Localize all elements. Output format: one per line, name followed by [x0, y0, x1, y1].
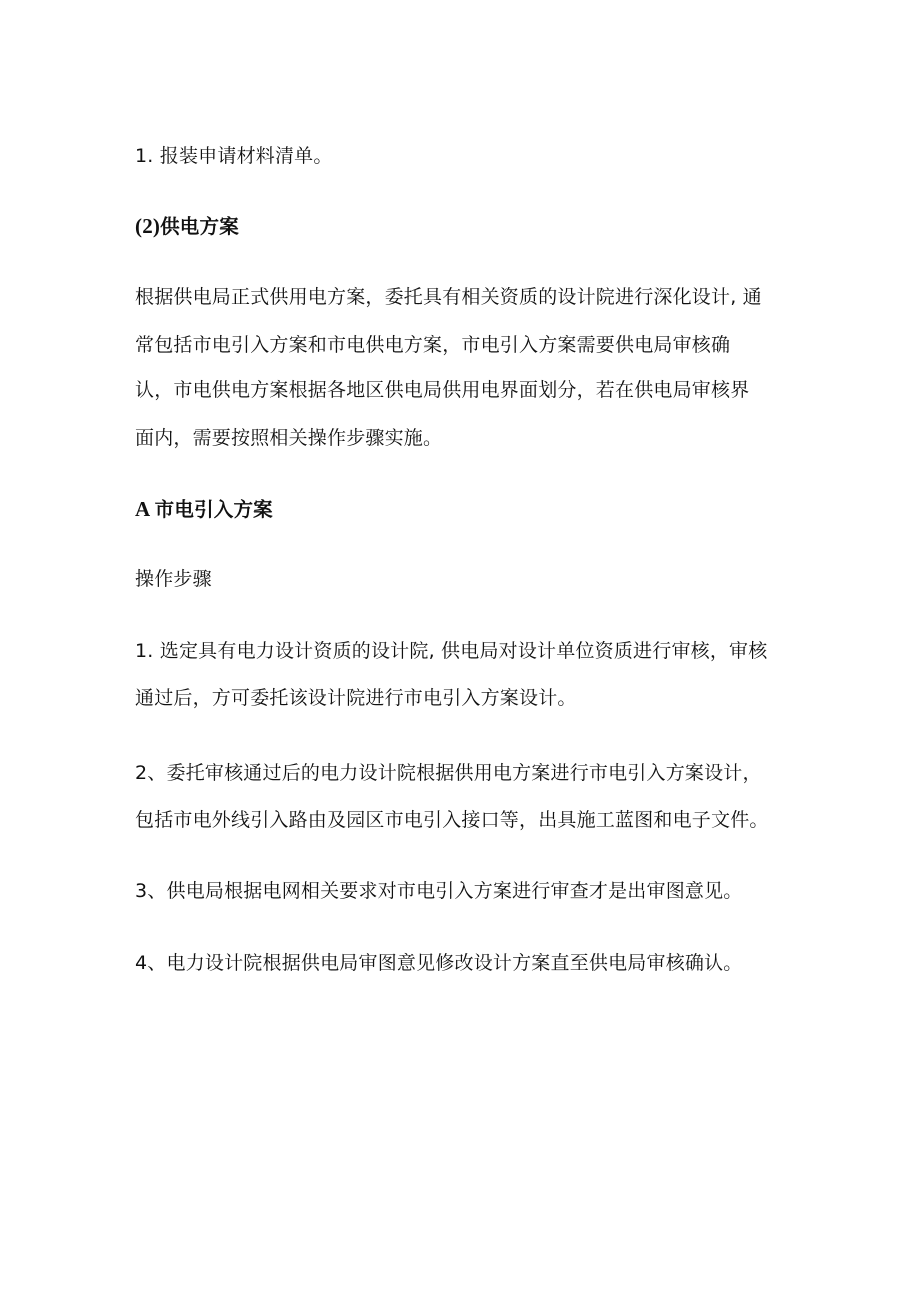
steps-title: 操作步骤 — [135, 568, 212, 590]
section-heading-2-number: (2) — [135, 214, 161, 238]
section-heading-2-title: 供电方案 — [160, 215, 239, 238]
step-4: 4、电力设计院根据供电局审图意见修改设计方案直至供电局审核确认。 — [135, 952, 743, 974]
step-2-line-1: 2、委托审核通过后的电力设计院根据供用电方案进行市电引入方案设计， — [135, 762, 762, 784]
step-3: 3、供电局根据电网相关要求对市电引入方案进行审查才是出审图意见。 — [135, 880, 743, 902]
step-2-line-2: 包括市电外线引入路由及园区市电引入接口等，出具施工蓝图和电子文件。 — [135, 809, 769, 831]
subsection-heading-a-letter: A — [135, 497, 155, 521]
section-heading-2 — [135, 214, 239, 239]
intro-paragraph-line-3: 认，市电供电方案根据各地区供电局供用电界面划分，若在供电局审核界 — [135, 379, 750, 401]
step-1-line-1: 1. 选定具有电力设计资质的设计院, 供电局对设计单位资质进行审核，审核 — [135, 640, 768, 662]
subsection-heading-a — [135, 497, 273, 522]
intro-paragraph-line-2: 常包括市电引入方案和市电供电方案，市电引入方案需要供电局审核确 — [135, 334, 731, 356]
subsection-heading-a-title: 市电引入方案 — [154, 498, 273, 521]
intro-paragraph-line-1: 根据供电局正式供用电方案，委托具有相关资质的设计院进行深化设计, 通 — [135, 286, 762, 308]
intro-paragraph-line-4: 面内，需要按照相关操作步骤实施。 — [135, 427, 443, 449]
step-1-line-2: 通过后，方可委托该设计院进行市电引入方案设计。 — [135, 687, 577, 709]
list-item-1: 1. 报装申请材料清单。 — [135, 145, 333, 167]
